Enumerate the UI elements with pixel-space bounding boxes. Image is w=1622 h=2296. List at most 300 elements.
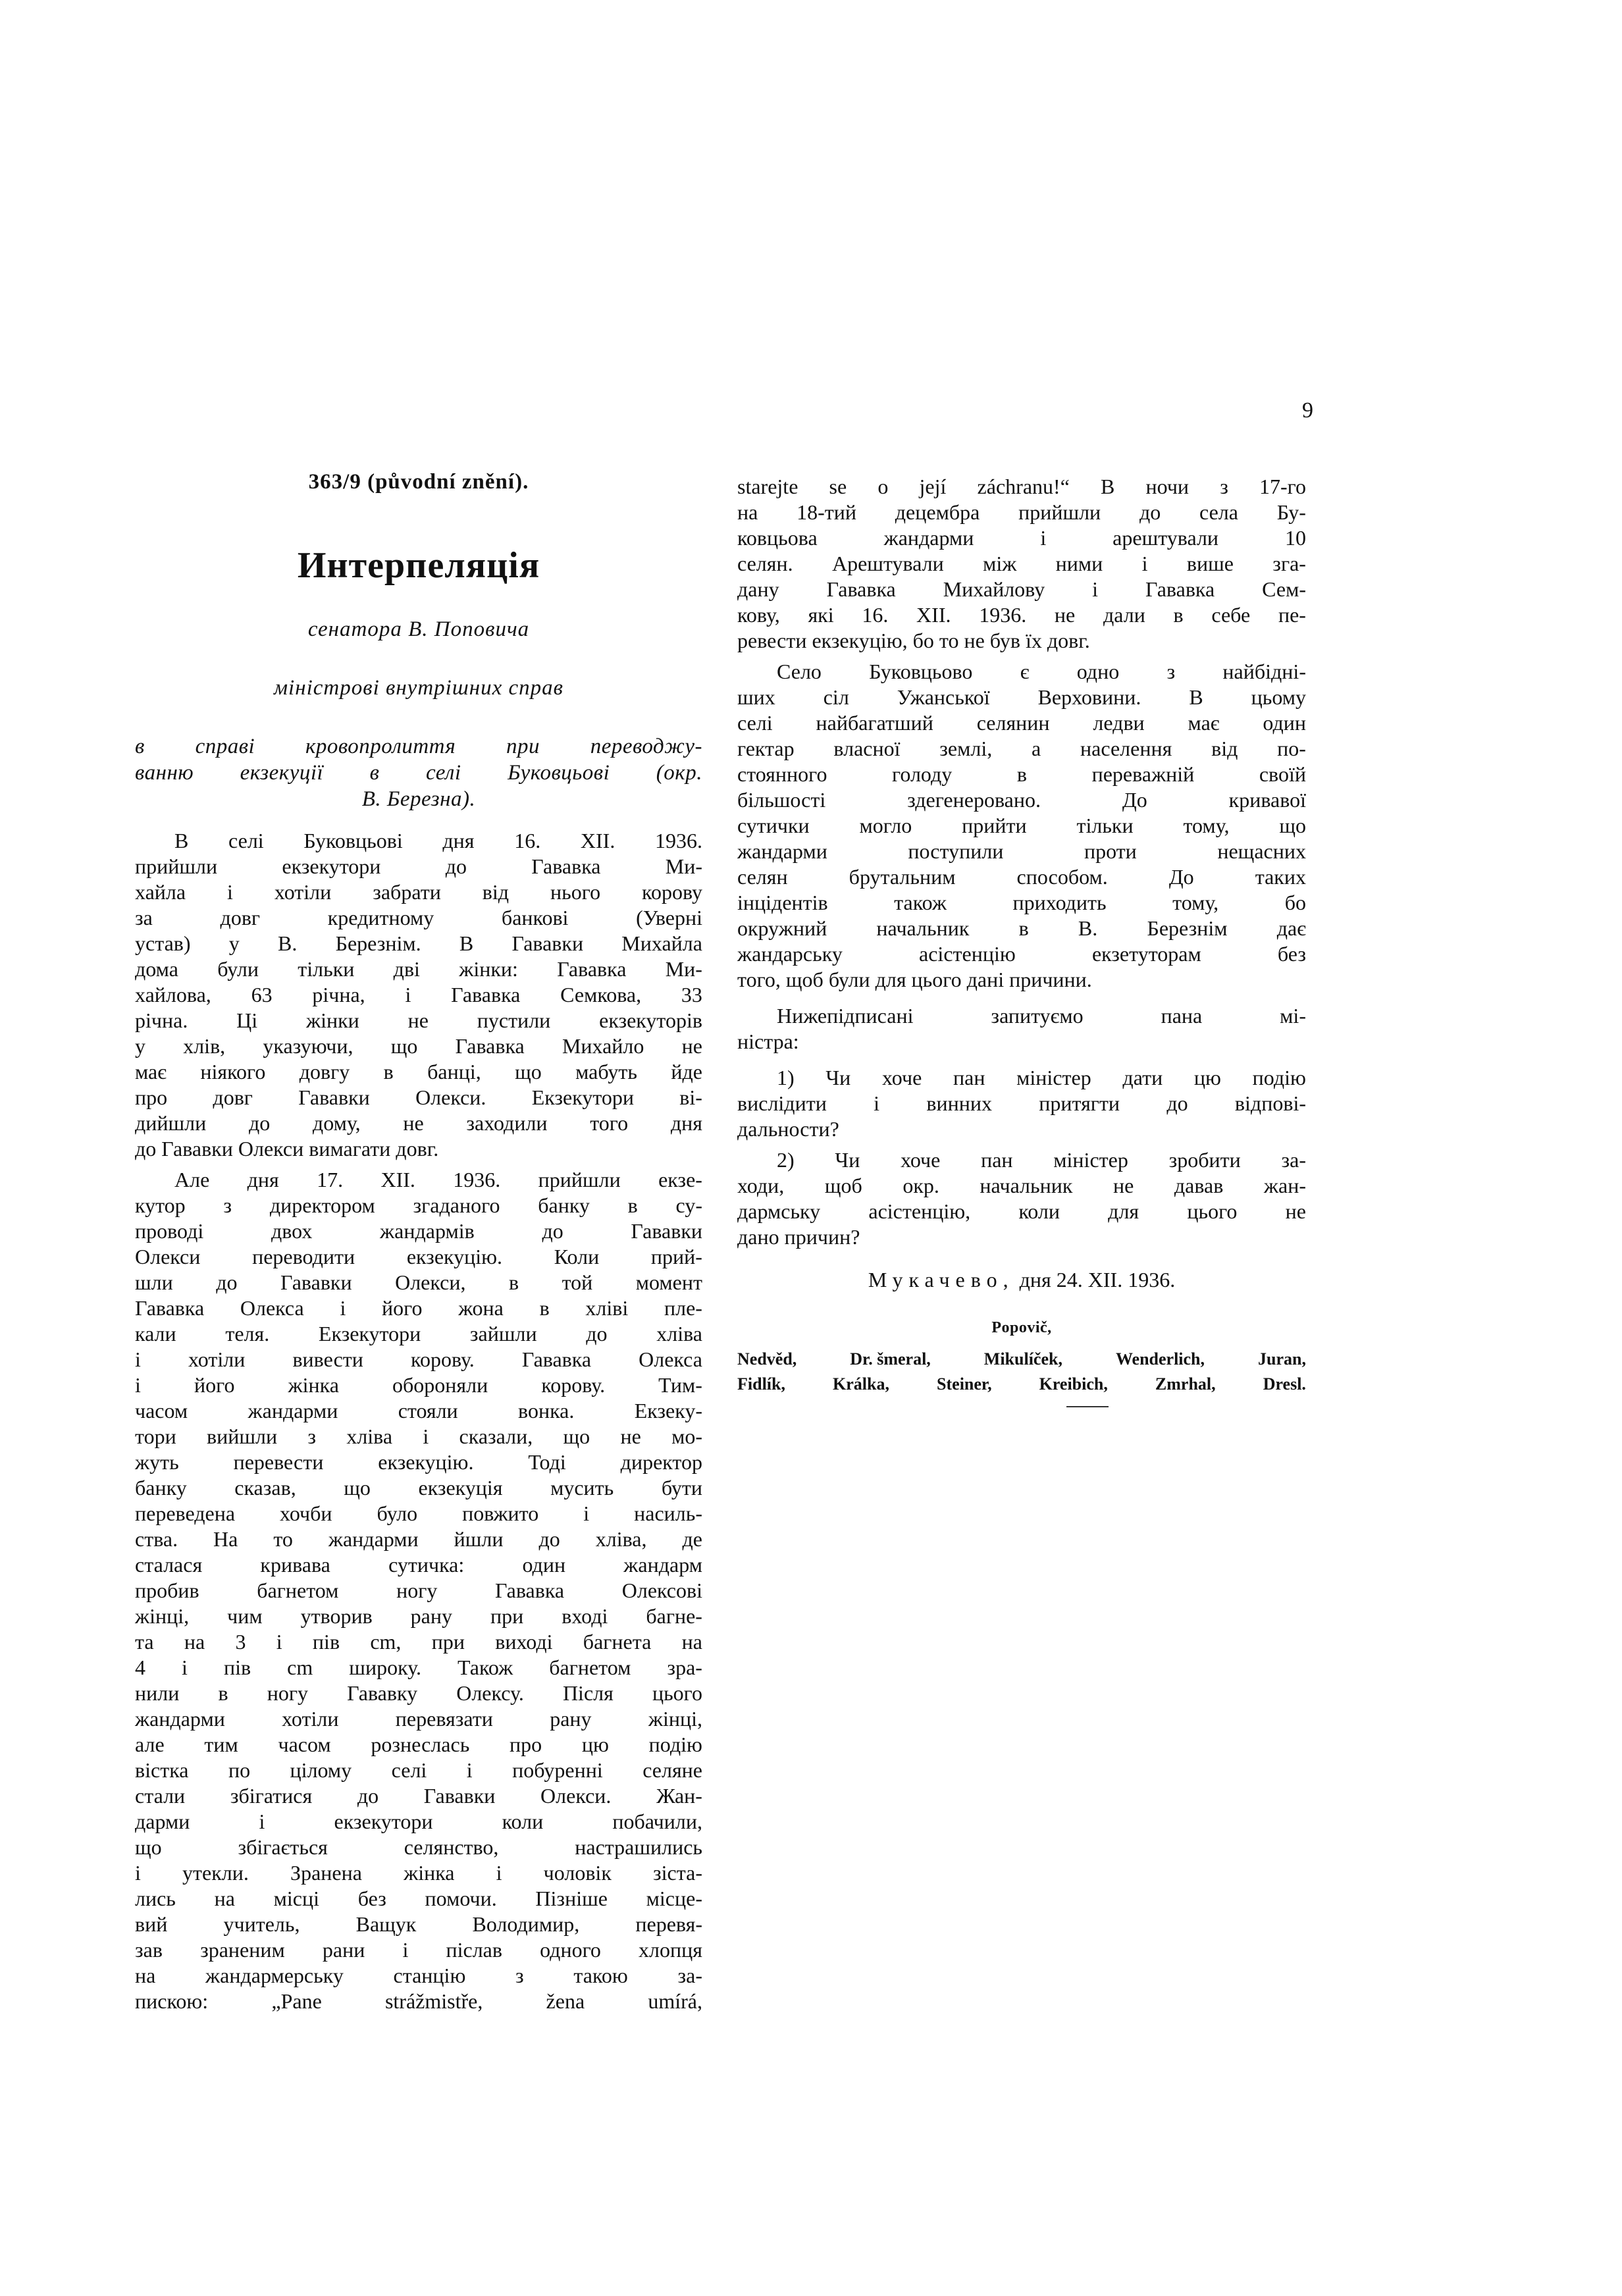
word: 10 xyxy=(1284,526,1306,550)
word: пустили xyxy=(477,1008,551,1032)
word: Олекси, xyxy=(395,1270,466,1294)
word: були xyxy=(828,968,876,991)
word: пискою: xyxy=(135,1989,209,2013)
word: 1936. xyxy=(655,829,702,852)
word: від xyxy=(482,880,510,904)
word: подію xyxy=(1252,1066,1306,1089)
word: і xyxy=(496,1861,502,1885)
word: лись xyxy=(135,1887,176,1910)
word: 3 xyxy=(235,1630,246,1654)
word: хотіли xyxy=(188,1347,246,1371)
text-line xyxy=(135,1136,702,1162)
word: виході xyxy=(495,1630,553,1654)
word: забрати xyxy=(373,880,441,904)
word: начальник xyxy=(980,1174,1073,1197)
text-line xyxy=(737,1224,1306,1250)
word: жандарми xyxy=(135,1707,225,1731)
word: Володимир, xyxy=(472,1912,580,1936)
word: Березнім xyxy=(1147,916,1228,940)
word: жан- xyxy=(1263,1174,1306,1197)
word: і xyxy=(135,1347,141,1371)
word: перевязати xyxy=(395,1707,493,1731)
word: банку xyxy=(538,1193,590,1217)
word: se xyxy=(829,475,847,498)
word: і xyxy=(276,1630,282,1654)
word: 17-го xyxy=(1259,475,1306,498)
word: то xyxy=(939,629,964,652)
word: Гававки xyxy=(423,1784,496,1808)
word: землі, xyxy=(939,737,993,760)
word: дня xyxy=(670,1111,702,1135)
word: сутички xyxy=(737,814,810,837)
word: устав) xyxy=(135,931,191,955)
word: багнета xyxy=(583,1630,652,1654)
word: cm xyxy=(287,1656,313,1679)
word: в xyxy=(627,1193,638,1217)
text-line xyxy=(135,1167,702,1193)
word: стоянного xyxy=(737,762,827,786)
word: Ми- xyxy=(665,957,702,981)
word: Гававки xyxy=(298,1085,370,1109)
word: від xyxy=(1211,737,1238,760)
word: екзекуцію. xyxy=(378,1450,474,1474)
word: стали xyxy=(135,1784,186,1808)
word: і xyxy=(405,983,411,1006)
word: ковцьова xyxy=(737,526,818,550)
word: що xyxy=(1279,814,1306,837)
text-line xyxy=(135,1295,702,1321)
text-line xyxy=(737,1173,1306,1199)
word: має xyxy=(1188,711,1220,735)
text-line xyxy=(135,1244,702,1270)
word: její xyxy=(919,475,947,498)
word: теля. xyxy=(225,1322,270,1345)
word: жінки: xyxy=(459,957,518,981)
word: до xyxy=(216,1270,238,1294)
text-line xyxy=(135,1059,702,1085)
word: більшості xyxy=(737,788,826,812)
word: також xyxy=(894,891,947,914)
word: ходи, xyxy=(737,1174,785,1197)
text-line xyxy=(135,1008,702,1033)
word: хліві xyxy=(585,1296,629,1320)
word: прийшли xyxy=(135,854,218,878)
word: не xyxy=(964,629,990,652)
text-line xyxy=(135,956,702,982)
right-column xyxy=(737,474,1306,1407)
word: селянин xyxy=(976,711,1050,735)
word: насиль- xyxy=(634,1501,702,1525)
word: в xyxy=(383,1060,394,1083)
word: дає xyxy=(1276,916,1306,940)
word: 1) xyxy=(777,1066,795,1089)
word: подію xyxy=(648,1733,702,1756)
word: 1936. xyxy=(453,1168,501,1191)
word: цього xyxy=(652,1681,702,1705)
word: Також xyxy=(458,1656,513,1679)
word: корову xyxy=(642,880,702,904)
text-line xyxy=(135,1963,702,1989)
word: тільки xyxy=(298,957,355,981)
word: до xyxy=(586,1322,608,1345)
word: по xyxy=(228,1758,251,1782)
text-line xyxy=(737,736,1306,762)
paragraph xyxy=(737,659,1306,993)
word: В xyxy=(1101,475,1115,498)
word: були xyxy=(217,957,259,981)
word: хлопця xyxy=(639,1938,702,1962)
word: і xyxy=(1092,577,1099,601)
text-line xyxy=(737,1116,1306,1142)
word: су- xyxy=(675,1193,702,1217)
word: вимагати xyxy=(309,1137,396,1161)
word: на xyxy=(184,1630,205,1654)
word: рани xyxy=(322,1938,365,1962)
word: екзетуторам xyxy=(1091,942,1201,966)
subject-block xyxy=(135,733,702,812)
word: пле- xyxy=(664,1296,702,1320)
word: Арештували xyxy=(831,552,944,575)
word: пан xyxy=(981,1148,1013,1172)
word: Ужанської xyxy=(897,685,990,709)
word: винних xyxy=(926,1091,992,1115)
cosigner-name: Juran, xyxy=(1258,1349,1306,1369)
word: зіста- xyxy=(653,1861,702,1885)
word: хліва, xyxy=(595,1527,647,1551)
word: окр. xyxy=(903,1174,939,1197)
word: в xyxy=(1018,916,1029,940)
word: і xyxy=(227,880,233,904)
word: жінці, xyxy=(135,1604,190,1628)
word: багне- xyxy=(646,1604,702,1628)
word: і xyxy=(135,1373,141,1397)
text-line xyxy=(135,1347,702,1372)
word: umírá, xyxy=(648,1989,702,2013)
word: дали xyxy=(1103,603,1145,627)
word: які xyxy=(808,603,834,627)
text-line xyxy=(135,1629,702,1655)
word: зайшли xyxy=(469,1322,537,1345)
word: асістенцію, xyxy=(868,1199,971,1223)
word: начальник xyxy=(876,916,970,940)
word: дарми xyxy=(135,1810,190,1833)
word: Ці xyxy=(236,1008,258,1032)
word: вислідити xyxy=(737,1091,827,1115)
word: мабуть xyxy=(575,1060,637,1083)
word: і xyxy=(340,1296,346,1320)
word: населення xyxy=(1080,737,1172,760)
cosigner-name: Dresl. xyxy=(1263,1374,1306,1394)
word: Олекси xyxy=(238,1137,309,1161)
word: причини. xyxy=(1009,968,1092,991)
word: мі- xyxy=(1280,1004,1306,1028)
word: ногу xyxy=(396,1578,438,1602)
word: Буковцьові xyxy=(508,761,610,785)
word: станцію xyxy=(393,1964,466,1987)
text-line xyxy=(135,1732,702,1758)
word: директор xyxy=(620,1450,702,1474)
word: екзекуція xyxy=(418,1476,503,1500)
word: коли xyxy=(502,1810,544,1833)
word: і xyxy=(583,1501,590,1525)
word: дийшли xyxy=(135,1111,207,1135)
word: голоду xyxy=(892,762,953,786)
word: в xyxy=(539,1296,550,1320)
word: корову. xyxy=(411,1347,475,1371)
word: настрашились xyxy=(575,1835,702,1859)
word: Березнім. xyxy=(335,931,421,955)
word: бути xyxy=(661,1476,702,1500)
text-line xyxy=(135,1085,702,1110)
word: вістка xyxy=(135,1758,189,1782)
text-line xyxy=(135,1475,702,1501)
word: притягти xyxy=(1039,1091,1120,1115)
cosigner-name: Králka, xyxy=(833,1374,889,1394)
word: йде xyxy=(671,1060,702,1083)
word: у xyxy=(228,931,240,955)
word: їх xyxy=(1025,629,1047,652)
left-body xyxy=(135,828,702,2014)
word: дому, xyxy=(312,1111,361,1135)
word: селян xyxy=(737,865,788,889)
word: сказав, xyxy=(234,1476,296,1500)
word: пів xyxy=(223,1656,251,1679)
word: Але xyxy=(174,1168,210,1191)
word: було xyxy=(377,1501,418,1525)
word: що xyxy=(135,1835,162,1859)
text-line xyxy=(135,1398,702,1424)
word: і xyxy=(182,1656,188,1679)
word: за xyxy=(135,906,153,929)
word: жандарську xyxy=(737,942,843,966)
word: „Pane xyxy=(271,1989,322,2013)
word: рознеслась xyxy=(371,1733,470,1756)
word: побачили, xyxy=(612,1810,702,1833)
word: одно xyxy=(1076,660,1120,683)
word: дану xyxy=(737,577,779,601)
text-line xyxy=(737,500,1306,525)
word: щоб xyxy=(824,1174,862,1197)
paragraph xyxy=(737,1065,1306,1142)
word: утворив xyxy=(300,1604,373,1628)
word: річна, xyxy=(312,983,365,1006)
word: прий- xyxy=(650,1245,702,1268)
word: тому, xyxy=(1172,891,1219,914)
word: екзекуції xyxy=(240,761,324,785)
word: повжито xyxy=(462,1501,539,1525)
word: перевести xyxy=(233,1450,324,1474)
word: В. xyxy=(1078,916,1098,940)
word: више xyxy=(1186,552,1234,575)
author-line: сенатора В. Поповича xyxy=(307,617,530,641)
word: жандармів xyxy=(380,1219,475,1243)
word: сталася xyxy=(135,1553,203,1577)
cosigner-name: Nedvěd, xyxy=(737,1349,797,1369)
word: одного xyxy=(540,1938,601,1962)
word: В xyxy=(174,829,189,852)
word: один xyxy=(522,1553,566,1577)
text-line xyxy=(737,1065,1306,1091)
word: сказали, xyxy=(459,1424,533,1448)
word: хлів, xyxy=(183,1034,226,1058)
word: міністер xyxy=(1053,1148,1128,1172)
word: що xyxy=(344,1476,371,1500)
word: зга- xyxy=(1272,552,1306,575)
word: найбідні- xyxy=(1222,660,1306,683)
word: мо- xyxy=(671,1424,702,1448)
word: XII. xyxy=(916,603,951,627)
word: децембра xyxy=(895,500,980,524)
text-line xyxy=(737,525,1306,551)
word: що xyxy=(515,1060,542,1083)
text-line xyxy=(737,577,1306,602)
word: до xyxy=(542,1219,563,1243)
text-line xyxy=(135,1578,702,1604)
word: Село xyxy=(777,660,822,683)
word: Екзекутори xyxy=(531,1085,634,1109)
subject-line xyxy=(135,786,702,812)
word: ших xyxy=(737,685,775,709)
word: шли xyxy=(135,1270,173,1294)
word: села xyxy=(1199,500,1238,524)
word: довг xyxy=(220,906,261,929)
word: 2) xyxy=(777,1148,795,1172)
word: йшли xyxy=(454,1527,504,1551)
text-line xyxy=(737,864,1306,890)
word: Верховини. xyxy=(1037,685,1141,709)
word: хотіли xyxy=(274,880,332,904)
word: на xyxy=(214,1887,235,1910)
left-column xyxy=(135,469,702,2020)
word: екзекутори xyxy=(282,854,381,878)
text-line xyxy=(135,1912,702,1937)
word: своїй xyxy=(1259,762,1306,786)
word: дві xyxy=(393,957,420,981)
word: той xyxy=(562,1270,593,1294)
word: екзекутори xyxy=(334,1810,433,1833)
word: ревести xyxy=(737,629,812,652)
text-line xyxy=(135,1501,702,1526)
word: себе xyxy=(1211,603,1251,627)
word: ледви xyxy=(1093,711,1145,735)
text-line xyxy=(135,1218,702,1244)
word: селянство, xyxy=(404,1835,499,1859)
text-line xyxy=(737,941,1306,967)
cosigner-name: Dr. šmeral, xyxy=(850,1349,931,1369)
word: гектар xyxy=(737,737,795,760)
word: і xyxy=(135,1861,141,1885)
word: був xyxy=(989,629,1026,652)
word: збігається xyxy=(238,1835,328,1859)
word: до xyxy=(248,1111,271,1135)
word: Гававку xyxy=(347,1681,418,1705)
text-line xyxy=(737,762,1306,787)
word: за- xyxy=(677,1964,702,1987)
word: не xyxy=(620,1424,641,1448)
word: банкові xyxy=(501,906,569,929)
word: зробити xyxy=(1168,1148,1241,1172)
word: пан xyxy=(953,1066,985,1089)
word: до xyxy=(357,1784,379,1808)
word: до xyxy=(538,1527,560,1551)
word: дальности? xyxy=(737,1117,839,1141)
word: про xyxy=(510,1733,542,1756)
document-id: 363/9 (původní znění). xyxy=(308,470,529,494)
word: указуючи, xyxy=(263,1034,353,1058)
word: starejte xyxy=(737,475,798,498)
word: дармську xyxy=(737,1199,821,1223)
word: 1936. xyxy=(979,603,1027,627)
word: зав xyxy=(135,1938,163,1962)
page-number: 9 xyxy=(1302,398,1313,423)
word: в xyxy=(135,735,145,758)
word: заходили xyxy=(466,1111,548,1135)
text-line xyxy=(135,1372,702,1398)
word: дано xyxy=(737,1225,785,1249)
word: до xyxy=(135,1137,162,1161)
word: хліва xyxy=(656,1322,702,1345)
cosigner-row xyxy=(737,1347,1306,1372)
subject-line xyxy=(135,760,702,786)
word: селі xyxy=(228,829,264,852)
word: Гававки xyxy=(511,931,584,955)
text-line xyxy=(737,1199,1306,1224)
text-line xyxy=(737,787,1306,813)
word: помочи. xyxy=(425,1887,497,1910)
word: бо xyxy=(1284,891,1306,914)
word: міністер xyxy=(1016,1066,1091,1089)
word: хотіли xyxy=(282,1707,339,1731)
cosigner-row xyxy=(737,1372,1306,1397)
word: на xyxy=(681,1630,702,1654)
word: то xyxy=(273,1527,293,1551)
word: з xyxy=(1166,660,1176,683)
word: тільки xyxy=(1076,814,1134,837)
word: жінка xyxy=(288,1373,339,1397)
word: коли xyxy=(1018,1199,1060,1223)
word: між xyxy=(983,552,1017,575)
word: В xyxy=(459,931,474,955)
word: інцідентів xyxy=(737,891,828,914)
word: на xyxy=(135,1964,156,1987)
word: ночи xyxy=(1145,475,1190,498)
word: В xyxy=(1189,685,1203,709)
word: та xyxy=(135,1630,154,1654)
word: а xyxy=(1032,737,1041,760)
word: не xyxy=(681,1034,702,1058)
text-line xyxy=(135,931,702,956)
word: екзе- xyxy=(658,1168,702,1191)
word: дома xyxy=(135,957,178,981)
word: про xyxy=(135,1085,168,1109)
word: один xyxy=(1263,711,1306,735)
word: жінка xyxy=(404,1861,455,1885)
text-line xyxy=(135,1604,702,1629)
word: часом xyxy=(135,1399,188,1422)
text-line xyxy=(135,1270,702,1295)
text-line xyxy=(135,1424,702,1449)
text-line xyxy=(737,1003,1306,1029)
word: Екзекутори xyxy=(318,1322,421,1345)
text-line xyxy=(135,1033,702,1059)
word: має xyxy=(135,1060,167,1083)
paragraph xyxy=(135,828,702,1162)
word: žena xyxy=(546,1989,585,2013)
word: екзекуцію. xyxy=(406,1245,503,1268)
word: Після xyxy=(562,1681,614,1705)
word: чим xyxy=(227,1604,263,1628)
word: До xyxy=(1168,865,1194,889)
